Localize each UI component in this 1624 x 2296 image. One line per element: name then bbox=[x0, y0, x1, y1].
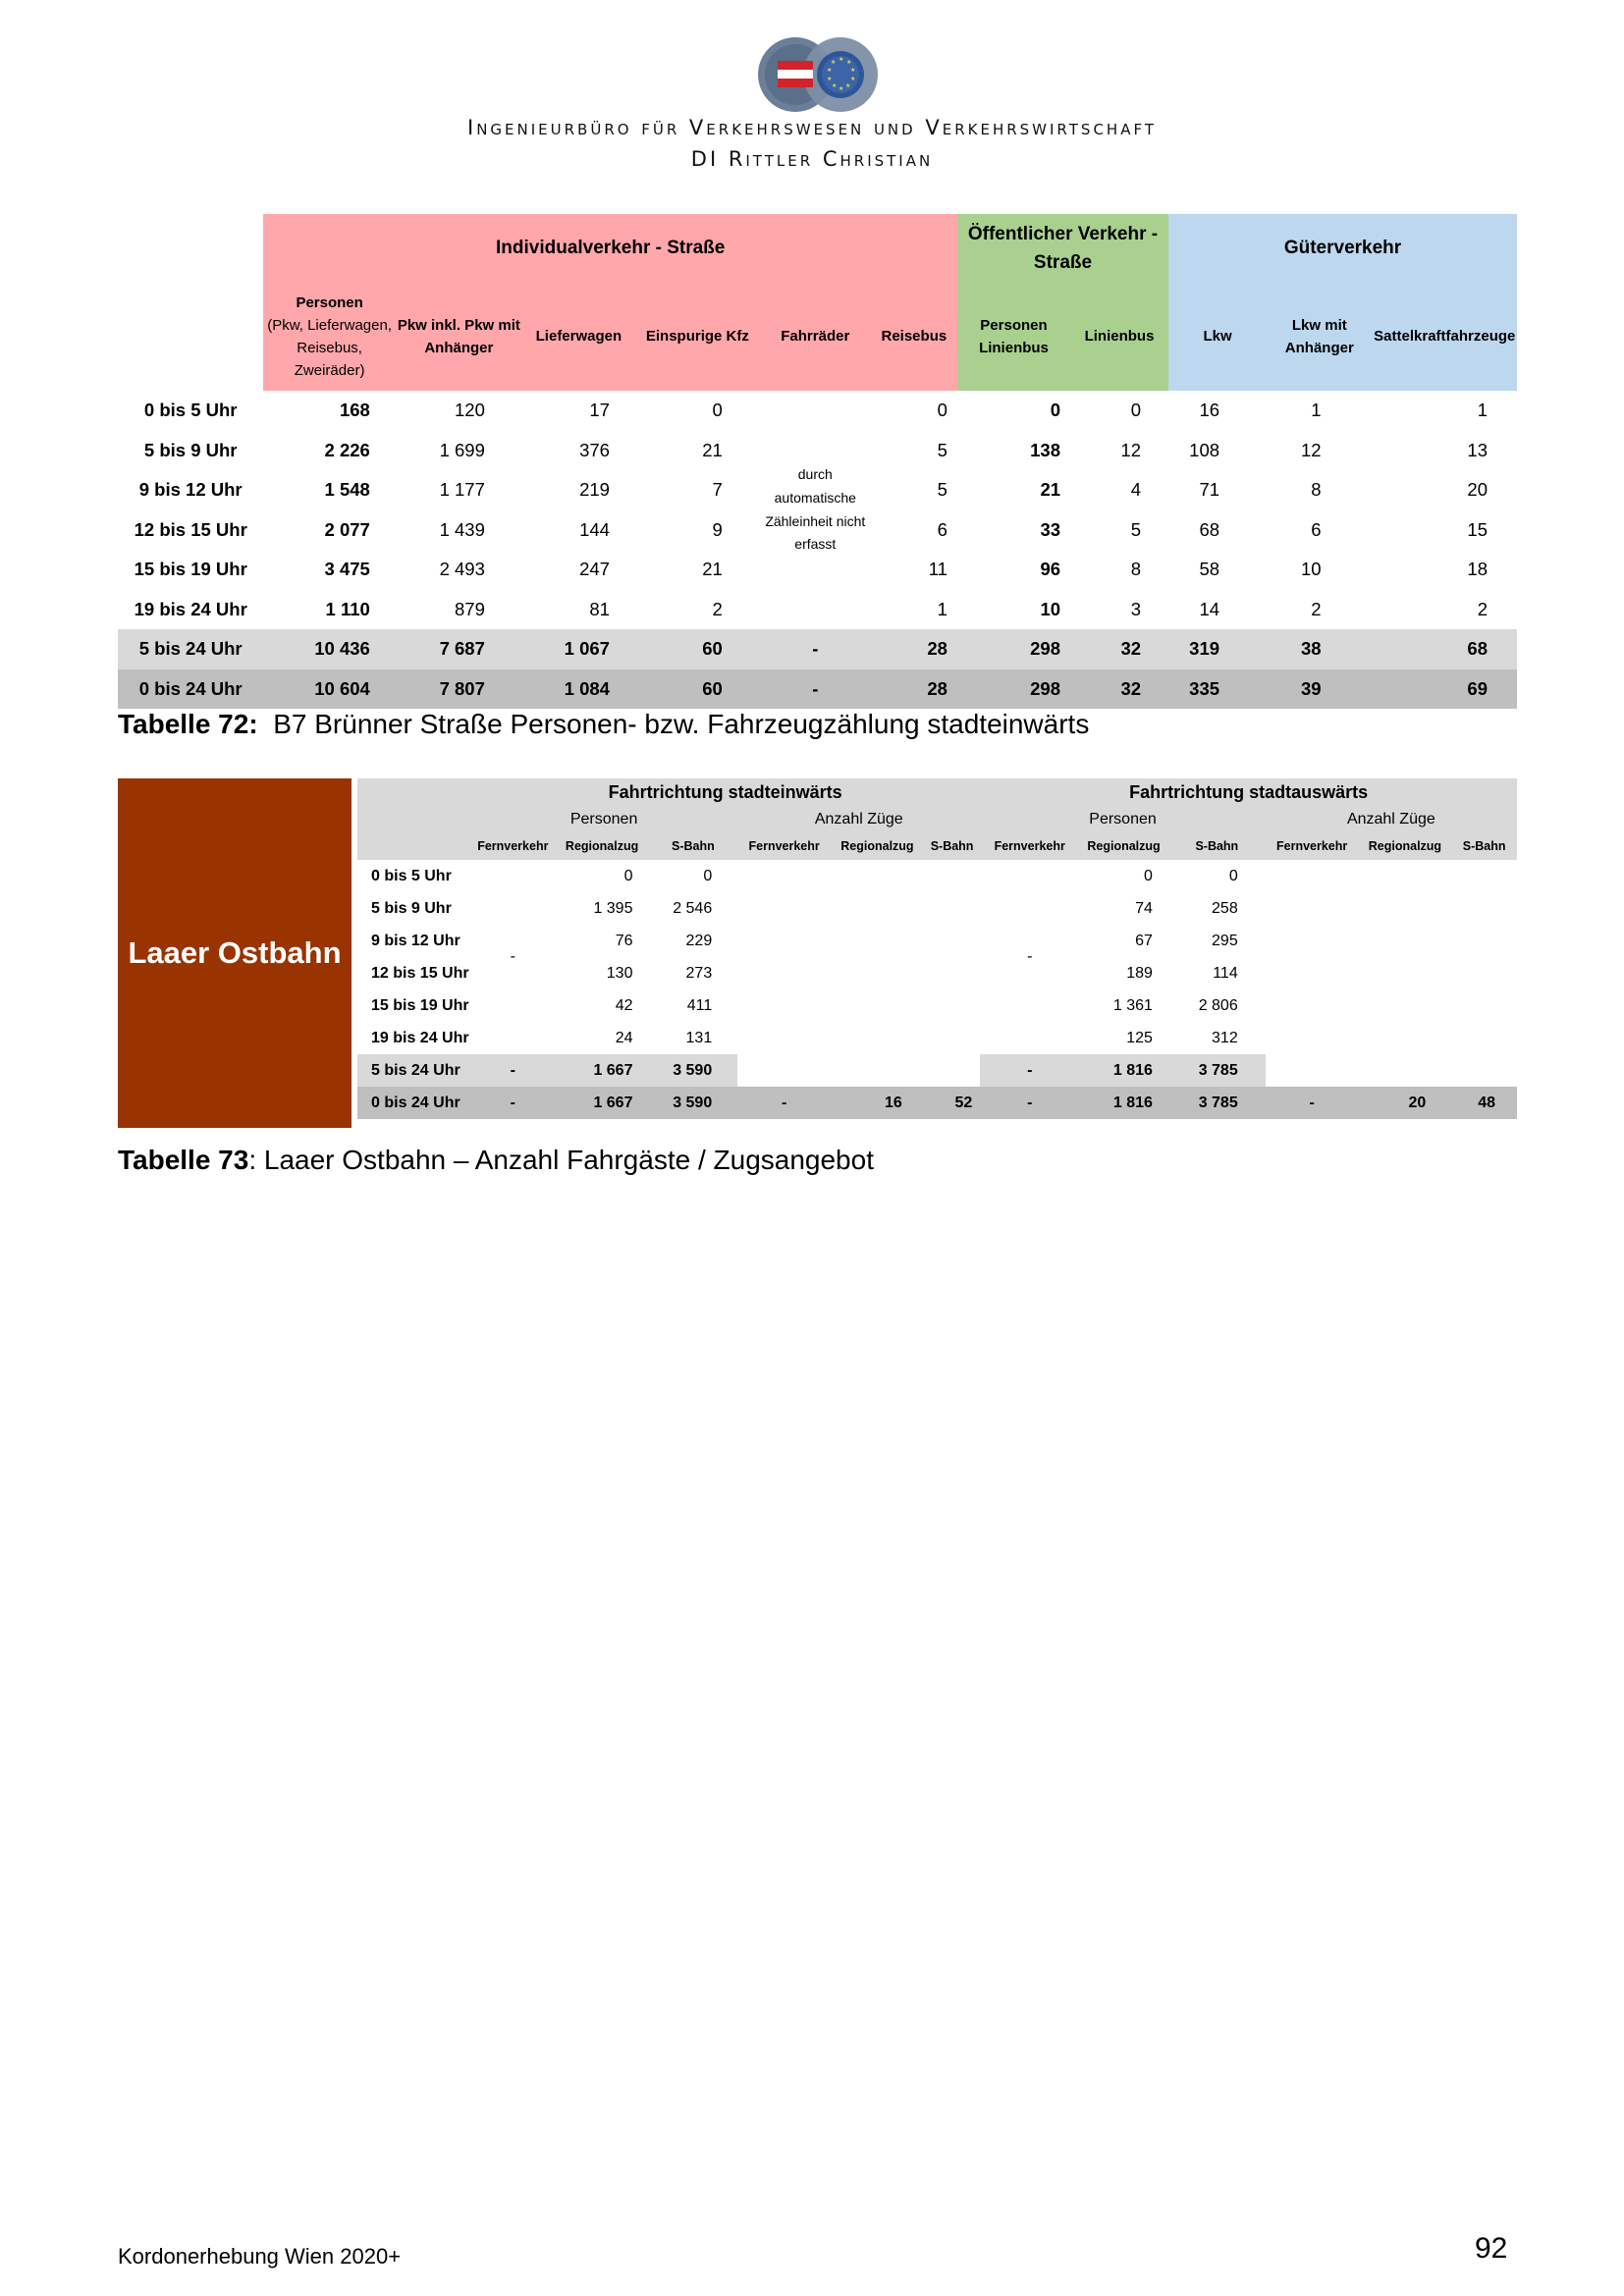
table-cell: 48 bbox=[1451, 1087, 1517, 1119]
header-title: Ingenieurbüro für Verkehrswesen und Verkehrswirtschaft bbox=[467, 116, 1157, 139]
in-zug-regio-header: Regionalzug bbox=[831, 832, 924, 860]
col-personen: Personen (Pkw, Lieferwagen, Reisebus, Zweiräder) bbox=[263, 283, 395, 391]
table-cell: 1 084 bbox=[522, 669, 635, 710]
table-cell bbox=[1359, 989, 1452, 1022]
table-cell: 0 bbox=[703, 867, 713, 884]
table-cell: 3 785 bbox=[1168, 1054, 1266, 1087]
table-cell: - bbox=[470, 1087, 556, 1119]
company-logo bbox=[748, 35, 888, 114]
table-cell: 2 806 bbox=[1198, 996, 1238, 1014]
table-cell: 16 bbox=[831, 1087, 924, 1119]
table-row bbox=[118, 391, 1517, 431]
table-cell: 0 bbox=[623, 867, 633, 884]
row-label: 19 bis 24 Uhr bbox=[134, 598, 247, 619]
page-number: 92 bbox=[1475, 2232, 1508, 2265]
table-cell: 0 bbox=[1130, 400, 1142, 421]
col-pkw: Pkw inkl. Pkw mit Anhänger bbox=[396, 283, 522, 391]
table-cell: 1 361 bbox=[1112, 996, 1153, 1014]
table-cell: 2 546 bbox=[673, 899, 713, 917]
table-cell bbox=[1359, 957, 1452, 989]
table-cell: 10 bbox=[1040, 598, 1061, 619]
table-cell: 335 bbox=[1168, 669, 1267, 710]
table-73 bbox=[357, 778, 1517, 1119]
svg-text:★: ★ bbox=[839, 85, 844, 92]
in-zuege-header: Anzahl Züge bbox=[737, 806, 980, 832]
table-73-caption: Tabelle 73: Laaer Ostbahn – Anzahl Fahrgäste / Zugsangebot bbox=[118, 1145, 874, 1175]
row-label: 15 bis 19 Uhr bbox=[134, 559, 247, 580]
table-cell bbox=[1359, 1054, 1452, 1087]
table-cell bbox=[924, 1022, 980, 1054]
table-cell bbox=[831, 860, 924, 892]
table-72 bbox=[118, 214, 1517, 709]
table-cell bbox=[924, 957, 980, 989]
group-oeffentlicher-verkehr: Öffentlicher Verkehr - Straße bbox=[957, 214, 1168, 283]
table-cell: 5 bbox=[937, 439, 947, 460]
table-cell: 1 177 bbox=[439, 479, 485, 501]
col-einspurige-kfz: Einspurige Kfz bbox=[635, 283, 760, 391]
table-cell: 32 bbox=[1070, 629, 1168, 669]
svg-text:★: ★ bbox=[827, 67, 833, 74]
table-cell: 319 bbox=[1168, 629, 1267, 669]
table-cell: 120 bbox=[455, 400, 485, 421]
table-73-body bbox=[357, 860, 1517, 1119]
table-cell: 130 bbox=[606, 964, 633, 982]
table-cell: 3 785 bbox=[1168, 1087, 1266, 1119]
table-cell: - bbox=[470, 1054, 556, 1087]
table-cell: 1 bbox=[1311, 400, 1322, 421]
table-cell: 2 077 bbox=[324, 518, 370, 540]
row-label: 5 bis 9 Uhr bbox=[143, 439, 238, 460]
row-label: 5 bis 24 Uhr bbox=[118, 629, 263, 669]
col-sattelkraftfahrzeuge: Sattelkraftfahrzeuge bbox=[1373, 283, 1517, 391]
table-cell bbox=[924, 860, 980, 892]
col-lkw: Lkw bbox=[1168, 283, 1267, 391]
table-cell: 8 bbox=[1130, 559, 1142, 580]
table-cell bbox=[1266, 860, 1359, 892]
table-cell: 15 bbox=[1467, 518, 1488, 540]
table-cell: 42 bbox=[615, 996, 633, 1014]
table-cell: 71 bbox=[1199, 479, 1220, 501]
table-cell: 312 bbox=[1212, 1029, 1238, 1046]
table-cell bbox=[1359, 925, 1452, 957]
out-sbahn-header: S-Bahn bbox=[1168, 832, 1266, 860]
table-row bbox=[357, 1087, 1517, 1119]
row-label: 9 bis 12 Uhr bbox=[371, 932, 460, 949]
row-label: 0 bis 24 Uhr bbox=[118, 669, 263, 710]
table-cell: - bbox=[760, 669, 871, 710]
table-cell: 76 bbox=[615, 932, 633, 949]
table-cell: 21 bbox=[1040, 479, 1061, 501]
table-cell bbox=[737, 1054, 831, 1087]
table-cell: 7 687 bbox=[396, 629, 522, 669]
out-fern-header: Fernverkehr bbox=[980, 832, 1079, 860]
table-cell: 60 bbox=[635, 669, 760, 710]
table-cell: 12 bbox=[1301, 439, 1322, 460]
in-personen-header: Personen bbox=[470, 806, 737, 832]
table-cell bbox=[1266, 1054, 1359, 1087]
table-cell: 3 590 bbox=[648, 1087, 737, 1119]
table-cell: 10 604 bbox=[263, 669, 395, 710]
table-cell: 1 699 bbox=[439, 439, 485, 460]
header-subtitle: DI Rittler Christian bbox=[690, 147, 934, 171]
table-cell: 20 bbox=[1359, 1087, 1452, 1119]
table-cell: 114 bbox=[1213, 964, 1238, 982]
col-personen-linienbus: Personen Linienbus bbox=[957, 283, 1070, 391]
row-label: 12 bis 15 Uhr bbox=[134, 518, 247, 540]
table-cell bbox=[1451, 1022, 1517, 1054]
table-72-body bbox=[118, 391, 1517, 709]
table-cell: 38 bbox=[1267, 629, 1373, 669]
table-cell: 125 bbox=[1126, 1029, 1153, 1046]
table-row bbox=[357, 860, 1517, 892]
table-cell: 21 bbox=[702, 559, 723, 580]
table-cell bbox=[831, 1054, 924, 1087]
table-cell: 12 bbox=[1120, 439, 1142, 460]
table-cell: 21 bbox=[702, 439, 723, 460]
table-cell bbox=[924, 989, 980, 1022]
table-cell: - bbox=[1266, 1087, 1359, 1119]
table-row bbox=[357, 1054, 1517, 1087]
table-cell: 131 bbox=[685, 1029, 713, 1046]
table-cell: 1 110 bbox=[325, 598, 370, 619]
table-cell: 0 bbox=[1144, 867, 1153, 884]
table-cell: 229 bbox=[685, 932, 713, 949]
table-cell: - bbox=[1027, 948, 1033, 965]
table-cell: 138 bbox=[1030, 439, 1061, 460]
row-label: 19 bis 24 Uhr bbox=[371, 1029, 469, 1046]
table-cell bbox=[737, 860, 831, 892]
table-cell: 16 bbox=[1199, 400, 1220, 421]
table-cell: 219 bbox=[579, 479, 610, 501]
table-cell: 9 bbox=[712, 518, 723, 540]
table-cell: 96 bbox=[1040, 559, 1061, 580]
ostbahn-label: Laaer Ostbahn bbox=[118, 778, 352, 1128]
table-cell bbox=[1451, 1054, 1517, 1087]
out-personen-header: Personen bbox=[980, 806, 1265, 832]
table-cell bbox=[737, 957, 831, 989]
svg-text:★: ★ bbox=[832, 82, 838, 89]
svg-text:★: ★ bbox=[850, 76, 856, 82]
table-cell: 81 bbox=[589, 598, 610, 619]
table-cell: 298 bbox=[957, 669, 1070, 710]
table-cell: 258 bbox=[1212, 899, 1238, 917]
svg-text:★: ★ bbox=[846, 59, 852, 66]
table-cell: 273 bbox=[685, 964, 713, 982]
table-cell: 1 bbox=[1477, 400, 1488, 421]
table-cell bbox=[831, 989, 924, 1022]
svg-text:★: ★ bbox=[827, 76, 833, 82]
col-fahrraeder: Fahrräder bbox=[760, 283, 871, 391]
row-label: 5 bis 24 Uhr bbox=[357, 1054, 470, 1087]
table-cell: 58 bbox=[1199, 559, 1220, 580]
table-cell bbox=[1359, 892, 1452, 925]
table-cell: 879 bbox=[455, 598, 485, 619]
table-cell: 108 bbox=[1189, 439, 1220, 460]
table-cell bbox=[1266, 892, 1359, 925]
table-cell: - bbox=[980, 1087, 1079, 1119]
group-gueterverkehr: Güterverkehr bbox=[1168, 214, 1517, 283]
table-cell: 10 436 bbox=[263, 629, 395, 669]
table-cell: 32 bbox=[1070, 669, 1168, 710]
table-cell: 376 bbox=[579, 439, 610, 460]
table-cell: 1 548 bbox=[324, 479, 370, 501]
table-cell bbox=[924, 925, 980, 957]
table-cell bbox=[1359, 860, 1452, 892]
table-cell: 52 bbox=[924, 1087, 980, 1119]
col-linienbus: Linienbus bbox=[1070, 283, 1168, 391]
in-regio-header: Regionalzug bbox=[556, 832, 649, 860]
table-row bbox=[118, 669, 1517, 710]
table-cell: 5 bbox=[1130, 518, 1142, 540]
table-cell: 17 bbox=[589, 400, 610, 421]
table-72-caption: Tabelle 72: B7 Brünner Straße Personen- bzw. Fahrzeugzählung stadteinwärts bbox=[118, 709, 1090, 739]
table-cell: 8 bbox=[1311, 479, 1322, 501]
table-cell: 0 bbox=[712, 400, 723, 421]
table-cell: 1 667 bbox=[556, 1054, 649, 1087]
table-cell bbox=[1451, 989, 1517, 1022]
table-cell: 74 bbox=[1135, 899, 1153, 917]
table-cell bbox=[737, 1022, 831, 1054]
out-zug-regio-header: Regionalzug bbox=[1359, 832, 1452, 860]
table-cell: 1 816 bbox=[1079, 1054, 1168, 1087]
table-cell bbox=[760, 391, 871, 629]
table-cell: 2 bbox=[1477, 598, 1488, 619]
table-cell: 1 bbox=[937, 598, 947, 619]
table-cell bbox=[737, 925, 831, 957]
table-cell: 0 bbox=[937, 400, 947, 421]
table-cell: - bbox=[760, 629, 871, 669]
table-cell bbox=[1266, 989, 1359, 1022]
table-cell bbox=[1266, 925, 1359, 957]
table-cell: 2 226 bbox=[324, 439, 370, 460]
table-cell: 3 475 bbox=[324, 559, 370, 580]
table-cell: 67 bbox=[1135, 932, 1153, 949]
table-cell: 6 bbox=[937, 518, 947, 540]
row-label: 9 bis 12 Uhr bbox=[138, 479, 243, 501]
table-cell bbox=[1451, 892, 1517, 925]
table-cell: 0 bbox=[1228, 867, 1238, 884]
table-cell: 28 bbox=[871, 629, 957, 669]
table-cell bbox=[1451, 957, 1517, 989]
row-label: 0 bis 5 Uhr bbox=[371, 867, 452, 884]
table-cell bbox=[831, 892, 924, 925]
table-cell bbox=[831, 925, 924, 957]
table-cell bbox=[831, 957, 924, 989]
row-label: 15 bis 19 Uhr bbox=[371, 996, 469, 1014]
table-cell: 18 bbox=[1467, 559, 1488, 580]
table-cell: 7 bbox=[712, 479, 723, 501]
dir-in-header: Fahrtrichtung stadteinwärts bbox=[470, 778, 980, 806]
table-cell: 2 bbox=[1311, 598, 1322, 619]
table-cell: 1 816 bbox=[1079, 1087, 1168, 1119]
in-zug-fern-header: Fernverkehr bbox=[737, 832, 831, 860]
row-label: 12 bis 15 Uhr bbox=[371, 964, 469, 982]
row-label: 5 bis 9 Uhr bbox=[371, 899, 452, 917]
col-reisebus: Reisebus bbox=[871, 283, 957, 391]
table-cell: 13 bbox=[1467, 439, 1488, 460]
out-zug-fern-header: Fernverkehr bbox=[1266, 832, 1359, 860]
table-cell bbox=[737, 892, 831, 925]
table-cell: 4 bbox=[1130, 479, 1142, 501]
table-cell: 1 667 bbox=[556, 1087, 649, 1119]
out-zuege-header: Anzahl Züge bbox=[1266, 806, 1517, 832]
table-cell: 68 bbox=[1199, 518, 1220, 540]
dir-out-header: Fahrtrichtung stadtauswärts bbox=[980, 778, 1517, 806]
table-cell: 10 bbox=[1301, 559, 1322, 580]
row-label: 0 bis 24 Uhr bbox=[357, 1087, 470, 1119]
table-cell: 39 bbox=[1267, 669, 1373, 710]
in-fern-header: Fernverkehr bbox=[470, 832, 556, 860]
table-cell bbox=[831, 1022, 924, 1054]
table-cell bbox=[1451, 925, 1517, 957]
table-cell: 69 bbox=[1373, 669, 1517, 710]
table-cell: 2 bbox=[712, 598, 723, 619]
footer-text: Kordonerhebung Wien 2020+ bbox=[118, 2244, 402, 2269]
table-cell: 247 bbox=[579, 559, 610, 580]
in-zug-sbahn-header: S-Bahn bbox=[924, 832, 980, 860]
table-cell: 11 bbox=[928, 559, 947, 580]
table-cell: 33 bbox=[1040, 518, 1061, 540]
table-cell bbox=[737, 989, 831, 1022]
table-cell: 7 807 bbox=[396, 669, 522, 710]
table-cell: 411 bbox=[686, 996, 713, 1014]
svg-text:★: ★ bbox=[850, 67, 856, 74]
out-zug-sbahn-header: S-Bahn bbox=[1451, 832, 1517, 860]
table-cell: 68 bbox=[1373, 629, 1517, 669]
table-cell bbox=[1451, 860, 1517, 892]
table-cell: 3 bbox=[1130, 598, 1142, 619]
group-individualverkehr: Individualverkehr - Straße bbox=[263, 214, 957, 283]
table-cell: - bbox=[737, 1087, 831, 1119]
in-sbahn-header: S-Bahn bbox=[648, 832, 737, 860]
table-cell: 189 bbox=[1126, 964, 1153, 982]
col-lieferwagen: Lieferwagen bbox=[522, 283, 635, 391]
table-cell: 60 bbox=[635, 629, 760, 669]
table-cell: 24 bbox=[615, 1029, 633, 1046]
table-cell: 5 bbox=[937, 479, 947, 501]
table-cell: 295 bbox=[1212, 932, 1238, 949]
col-lkw-anhaenger: Lkw mit Anhänger bbox=[1267, 283, 1373, 391]
table-cell: 3 590 bbox=[648, 1054, 737, 1087]
svg-text:★: ★ bbox=[831, 59, 837, 66]
table-cell bbox=[1266, 957, 1359, 989]
table-cell: 1 439 bbox=[439, 518, 485, 540]
svg-text:★: ★ bbox=[839, 56, 844, 63]
table-cell: 28 bbox=[871, 669, 957, 710]
table-cell: 2 493 bbox=[439, 559, 485, 580]
table-cell: 144 bbox=[579, 518, 610, 540]
table-cell bbox=[1359, 1022, 1452, 1054]
table-cell: 298 bbox=[957, 629, 1070, 669]
table-cell bbox=[924, 1054, 980, 1087]
table-cell: 1 067 bbox=[522, 629, 635, 669]
svg-text:★: ★ bbox=[845, 82, 851, 89]
table-cell bbox=[1266, 1022, 1359, 1054]
table-cell: 168 bbox=[339, 400, 370, 421]
table-cell: 6 bbox=[1311, 518, 1322, 540]
table-cell: - bbox=[980, 1054, 1079, 1087]
table-cell: 1 395 bbox=[593, 899, 633, 917]
table-cell: 14 bbox=[1199, 598, 1220, 619]
table-cell bbox=[924, 892, 980, 925]
fahrraeder-note: durch automatische Zähleinheit nicht erfasst bbox=[765, 465, 866, 553]
row-label: 0 bis 5 Uhr bbox=[143, 400, 238, 421]
table-cell: 20 bbox=[1467, 479, 1488, 501]
table-cell: - bbox=[510, 948, 515, 965]
table-row bbox=[118, 629, 1517, 669]
out-regio-header: Regionalzug bbox=[1079, 832, 1168, 860]
table-cell: 0 bbox=[1050, 400, 1061, 421]
